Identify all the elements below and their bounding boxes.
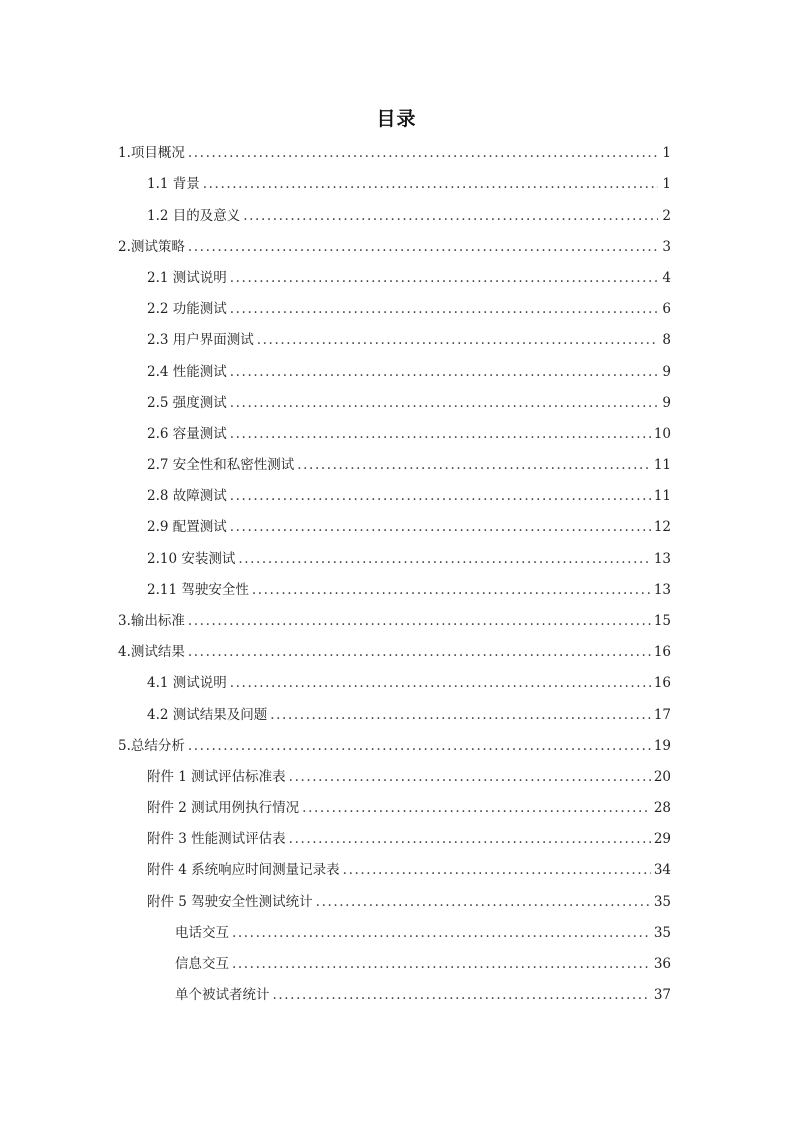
- leader-dots: [188, 642, 651, 662]
- toc-label: 附件 5 驾驶安全性测试统计: [147, 894, 313, 910]
- leader-dots: [302, 798, 651, 818]
- toc-page-number: 35: [653, 925, 671, 941]
- toc-entry[interactable]: [147, 424, 671, 444]
- toc-page-number: 9: [662, 395, 671, 411]
- toc-label: 2.1 测试说明: [147, 270, 227, 286]
- leader-dots: [343, 860, 651, 880]
- toc-label: 2.9 配置测试: [147, 519, 227, 535]
- toc-entry[interactable]: [147, 673, 671, 693]
- leader-dots: [257, 330, 658, 350]
- toc-page-number: 12: [653, 519, 671, 535]
- leader-dots: [230, 424, 651, 444]
- toc-label: 5.总结分析: [118, 738, 185, 754]
- leader-dots: [188, 143, 658, 163]
- toc-label: 信息交互: [175, 956, 229, 972]
- toc-entry[interactable]: [147, 299, 671, 319]
- toc-page-number: 13: [653, 551, 671, 567]
- leader-dots: [252, 580, 651, 600]
- toc-entry[interactable]: [147, 393, 671, 413]
- toc-label: 附件 4 系统响应时间测量记录表: [147, 862, 340, 878]
- toc-entry[interactable]: [147, 330, 671, 350]
- toc-entry[interactable]: [147, 517, 671, 537]
- toc-label: 2.2 功能测试: [147, 301, 227, 317]
- toc-page-number: 11: [653, 488, 671, 504]
- leader-dots: [230, 393, 658, 413]
- toc-page-number: 16: [653, 644, 671, 660]
- leader-dots: [232, 923, 651, 943]
- toc-entry[interactable]: [147, 798, 671, 818]
- toc-page-number: 4: [662, 270, 671, 286]
- toc-entry[interactable]: [147, 767, 671, 787]
- toc-page-number: 35: [653, 894, 671, 910]
- leader-dots: [230, 486, 651, 506]
- leader-dots: [230, 299, 658, 319]
- leader-dots: [188, 611, 651, 631]
- leader-dots: [316, 892, 651, 912]
- toc-entry[interactable]: [147, 580, 671, 600]
- leader-dots: [273, 985, 651, 1005]
- leader-dots: [230, 517, 651, 537]
- toc-label: 1.2 目的及意义: [147, 208, 241, 224]
- toc-entry[interactable]: [175, 954, 671, 974]
- page-title: 目录: [376, 108, 417, 130]
- toc-label: 2.3 用户界面测试: [147, 332, 254, 348]
- toc-entry[interactable]: [147, 892, 671, 912]
- toc-label: 附件 3 性能测试评估表: [147, 831, 286, 847]
- toc-page-number: 6: [662, 301, 671, 317]
- leader-dots: [297, 455, 651, 475]
- toc-entry[interactable]: [175, 923, 671, 943]
- toc-page-number: 13: [653, 582, 671, 598]
- toc-page-number: 2: [662, 208, 671, 224]
- toc-entry[interactable]: [147, 206, 671, 226]
- leader-dots: [188, 736, 651, 756]
- toc-label: 3.输出标准: [118, 613, 185, 629]
- leader-dots: [230, 362, 658, 382]
- leader-dots: [230, 673, 651, 693]
- leader-dots: [203, 174, 658, 194]
- toc-label: 2.8 故障测试: [147, 488, 227, 504]
- leader-dots: [289, 767, 651, 787]
- toc-label: 2.11 驾驶安全性: [147, 582, 249, 598]
- toc-label: 4.测试结果: [118, 644, 185, 660]
- leader-dots: [188, 237, 658, 257]
- toc-label: 单个被试者统计: [175, 987, 270, 1003]
- toc-page-number: 19: [653, 738, 671, 754]
- leader-dots: [232, 954, 651, 974]
- toc-label: 4.1 测试说明: [147, 675, 227, 691]
- leader-dots: [289, 829, 651, 849]
- toc-page-number: 34: [653, 862, 671, 878]
- toc-entry[interactable]: [147, 486, 671, 506]
- toc-label: 2.7 安全性和私密性测试: [147, 457, 295, 473]
- toc-page-number: 1: [662, 145, 671, 161]
- toc-page-number: 10: [653, 426, 671, 442]
- toc-label: 2.测试策略: [118, 239, 185, 255]
- toc-entry[interactable]: [147, 174, 671, 194]
- toc-label: 2.6 容量测试: [147, 426, 227, 442]
- toc-label: 电话交互: [175, 925, 229, 941]
- toc-entry[interactable]: [147, 455, 671, 475]
- toc-page-number: 28: [653, 800, 671, 816]
- leader-dots: [270, 705, 651, 725]
- toc-entry[interactable]: [147, 362, 671, 382]
- toc-entry[interactable]: [118, 642, 671, 662]
- toc-label: 2.10 安装测试: [147, 551, 236, 567]
- toc-entry[interactable]: [118, 611, 671, 631]
- toc-entry[interactable]: [118, 736, 671, 756]
- toc-page-number: 20: [653, 769, 671, 785]
- toc-label: 2.5 强度测试: [147, 395, 227, 411]
- toc-entry[interactable]: [118, 143, 671, 163]
- toc-page-number: 16: [653, 675, 671, 691]
- toc-entry[interactable]: [147, 705, 671, 725]
- toc-page-number: 36: [653, 956, 671, 972]
- toc-entry[interactable]: [147, 549, 671, 569]
- toc-page-number: 9: [662, 364, 671, 380]
- toc-label: 附件 2 测试用例执行情况: [147, 800, 300, 816]
- toc-entry[interactable]: [147, 829, 671, 849]
- leader-dots: [243, 206, 658, 226]
- toc-page-number: 17: [653, 707, 671, 723]
- leader-dots: [238, 549, 650, 569]
- toc-page-number: 29: [653, 831, 671, 847]
- toc-page-number: 1: [662, 176, 671, 192]
- toc-entry[interactable]: [147, 860, 671, 880]
- toc-page-number: 11: [653, 457, 671, 473]
- toc-page-number: 15: [653, 613, 671, 629]
- toc-entry[interactable]: [175, 985, 671, 1005]
- toc-entry[interactable]: [118, 237, 671, 257]
- toc-label: 1.1 背景: [147, 176, 200, 192]
- toc-page-number: 37: [653, 987, 671, 1003]
- toc-page-number: 8: [662, 332, 671, 348]
- toc-label: 附件 1 测试评估标准表: [147, 769, 286, 785]
- toc-entry[interactable]: [147, 268, 671, 288]
- toc-label: 2.4 性能测试: [147, 364, 227, 380]
- toc-label: 1.项目概况: [118, 145, 185, 161]
- toc-label: 4.2 测试结果及问题: [147, 707, 268, 723]
- toc-page-number: 3: [662, 239, 671, 255]
- leader-dots: [230, 268, 658, 288]
